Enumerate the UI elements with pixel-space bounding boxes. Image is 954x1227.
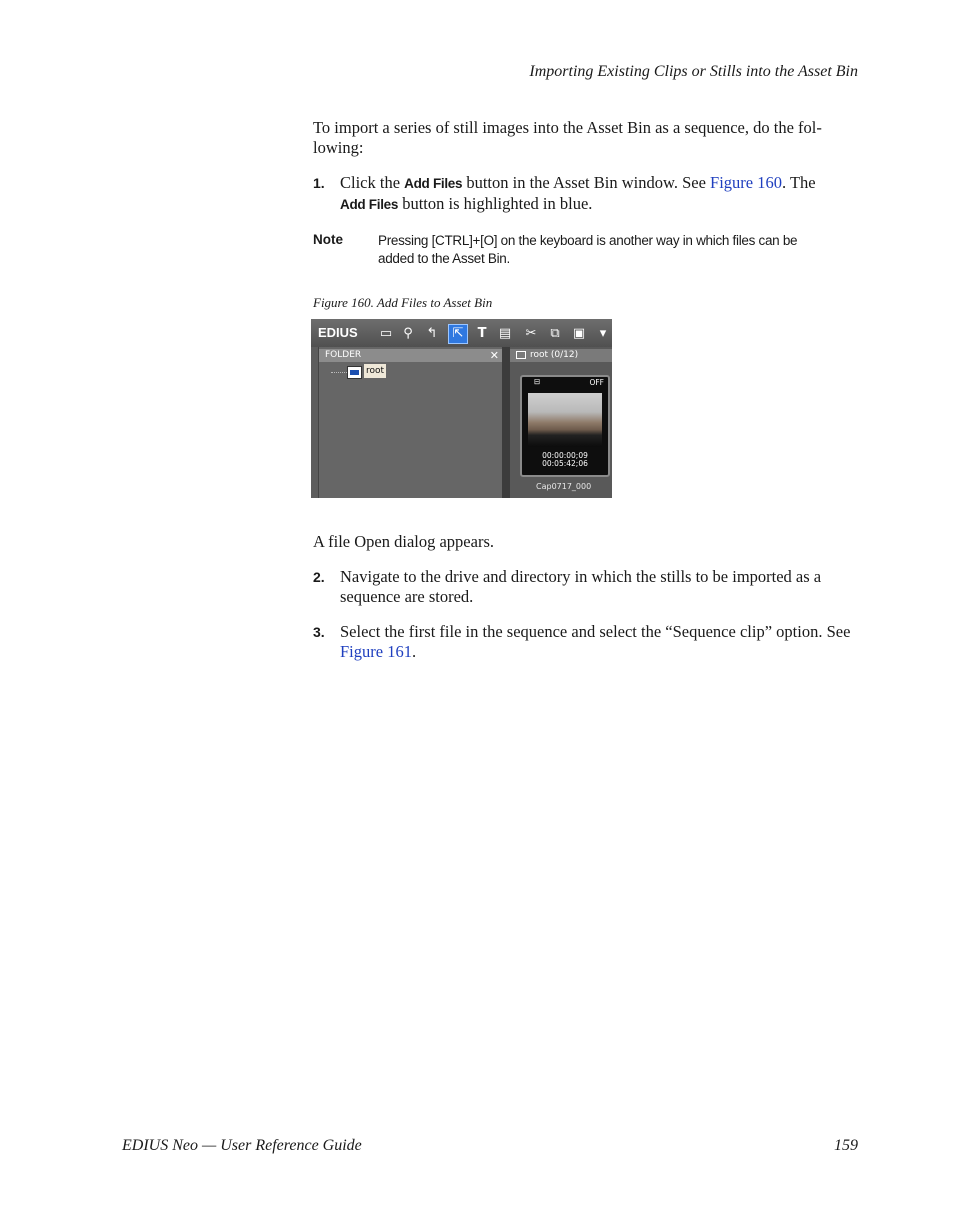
clip-off-label: OFF [589, 378, 604, 387]
tree-connector [331, 372, 347, 373]
copy-icon[interactable]: ⧉ [550, 326, 560, 341]
note-label: Note [313, 232, 343, 247]
folder-pane [318, 347, 503, 498]
edius-logo: EDIUS [318, 325, 358, 340]
add-files-icon[interactable]: ⇱ [448, 324, 468, 344]
clip-thumbnail-image [528, 393, 602, 447]
step-text: . The [782, 173, 816, 192]
figure-160-link[interactable]: Figure 160 [710, 173, 782, 192]
page-number: 159 [834, 1137, 858, 1154]
clip-timecode-in: 00:00:00;09 [542, 451, 588, 460]
bin-title: root (0/12) [530, 350, 579, 360]
clip-card-header [522, 378, 608, 387]
step-text: Navigate to the drive and directory in which the stills to be imported as a sequence are stored. [340, 567, 822, 606]
step-text: Click the [340, 173, 401, 192]
clip-pane-header [510, 349, 612, 362]
step-text: Select the first file in the sequence and select the “Sequence clip” option. See [340, 622, 851, 641]
step-number: 1. [313, 175, 325, 191]
close-icon[interactable]: ✕ [489, 349, 499, 362]
clip-timecode-out: 00:05:42;06 [542, 459, 588, 468]
paste-icon[interactable]: ▣ [572, 326, 586, 341]
figure-caption: Figure 160. Add Files to Asset Bin [313, 295, 493, 310]
title-icon[interactable]: T [477, 326, 487, 341]
up-folder-icon[interactable]: ↰ [426, 326, 438, 341]
note-text: Pressing [CTRL]+[O] on the keyboard is another way in which files can be added to the Asset Bin. [378, 233, 798, 266]
step-3 [313, 622, 861, 662]
root-folder-icon[interactable] [347, 366, 362, 379]
after-figure-text: A file Open dialog appears. [313, 532, 494, 551]
step-number: 3. [313, 624, 325, 640]
color-bars-icon[interactable]: ▤ [498, 326, 512, 341]
clip-thumbnail-card[interactable] [520, 375, 610, 477]
figure-161-link[interactable]: Figure 161 [340, 642, 412, 661]
folder-pane-title: FOLDER [325, 350, 362, 360]
running-header: Importing Existing Clips or Stills into the Asset Bin [529, 63, 858, 80]
search-icon[interactable]: ⚲ [403, 326, 413, 341]
cut-icon[interactable]: ✂ [525, 326, 537, 341]
asset-bin-screenshot [311, 319, 612, 498]
step-text: . [411, 642, 417, 661]
footer-title: EDIUS Neo — User Reference Guide [122, 1137, 362, 1154]
step-1 [313, 173, 861, 215]
step-2 [313, 567, 861, 607]
clip-name: Cap0717_000 [536, 482, 592, 491]
folder-icon[interactable]: ▭ [379, 326, 393, 341]
menu-icon[interactable]: ▾ [599, 326, 607, 341]
step-text: button is highlighted in blue. [402, 194, 593, 213]
ui-term-add-files: Add Files [404, 176, 463, 191]
pane-splitter[interactable] [502, 347, 510, 498]
ui-term-add-files: Add Files [340, 197, 399, 212]
step-number: 2. [313, 569, 325, 585]
bin-icon [516, 351, 526, 359]
clip-pane [510, 347, 612, 498]
film-icon: ⊟ [534, 377, 541, 386]
intro-paragraph: To import a series of still images into the Asset Bin as a sequence, do the fol- lowing: [313, 118, 822, 157]
folder-pane-header [319, 349, 503, 362]
root-folder-label[interactable]: root [366, 366, 385, 376]
step-text: button in the Asset Bin window. See [466, 173, 706, 192]
asset-bin-toolbar [311, 319, 612, 347]
